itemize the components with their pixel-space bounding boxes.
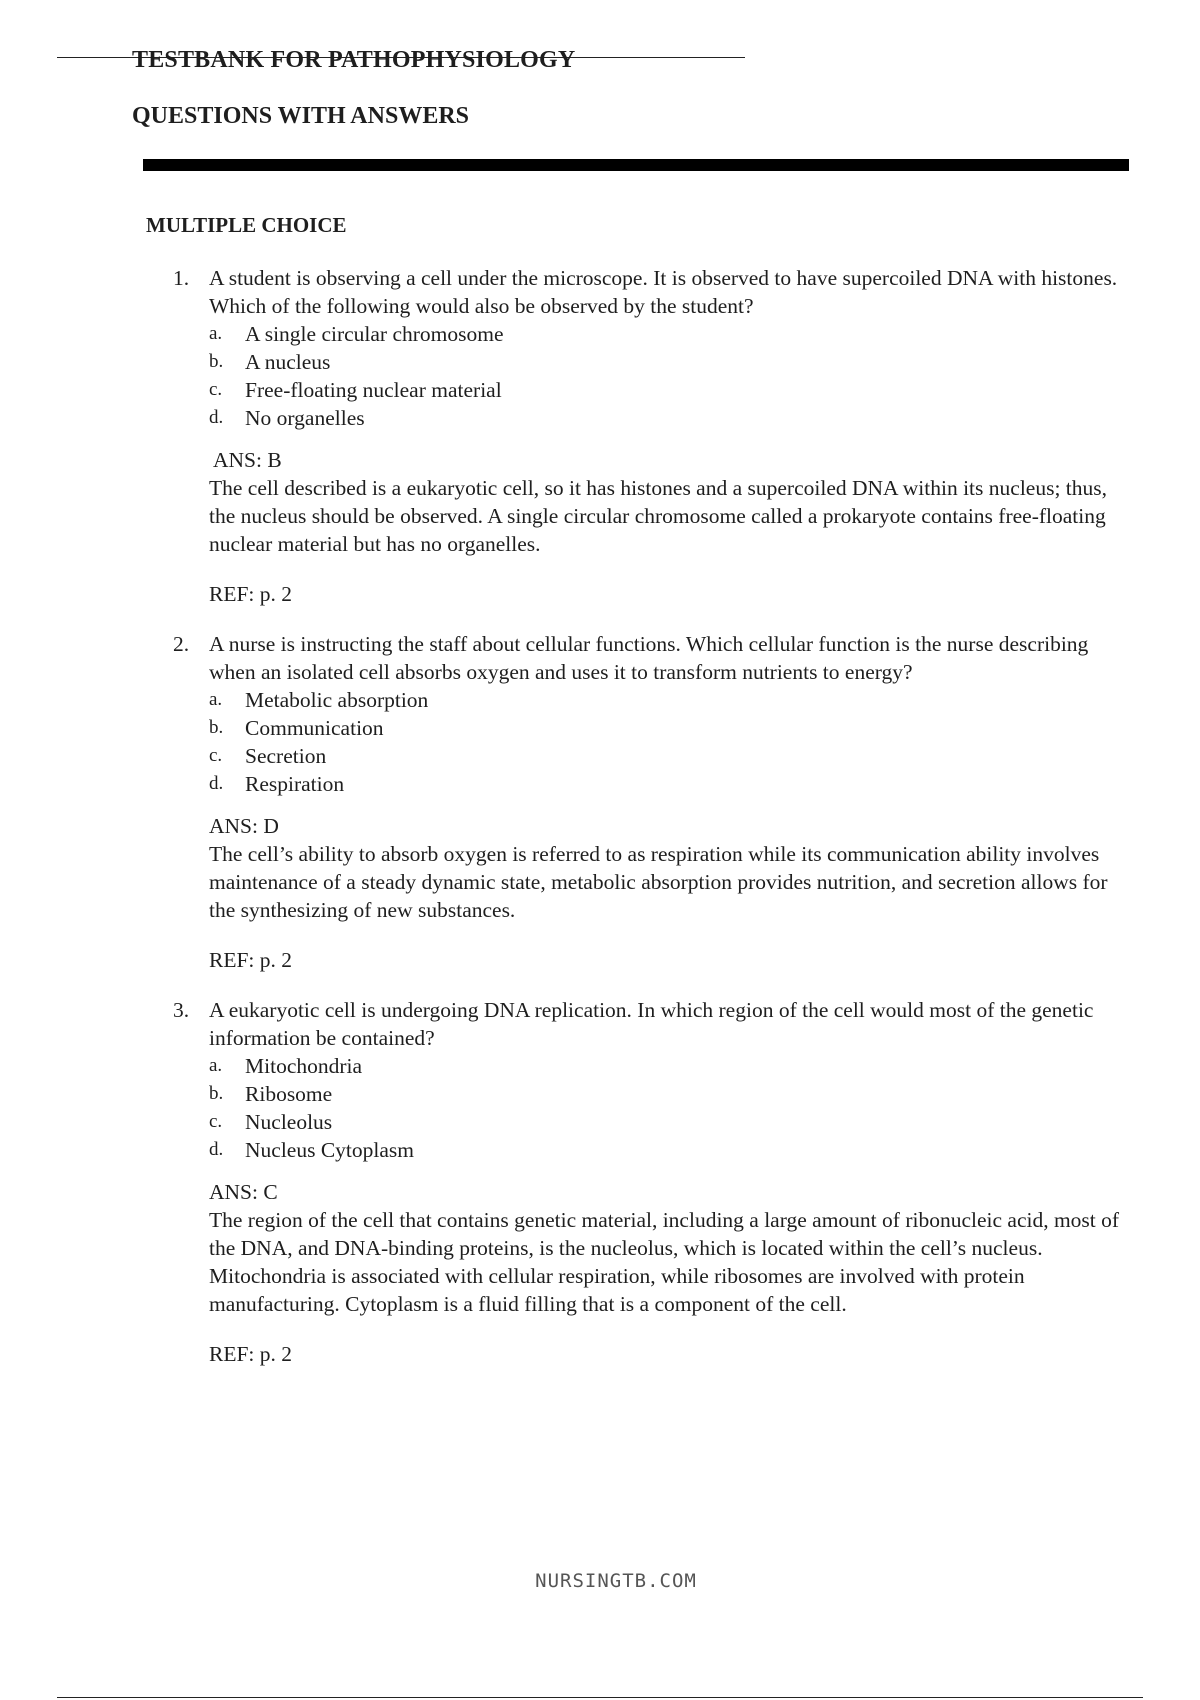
rationale: The cell’s ability to absorb oxygen is referred to as respiration while its communication ability involves maintenance of a steady dynamic state, metabolic absorption provides nutrition, and secretion allows for the synthesizing of new substances. <box>209 842 1108 922</box>
reference: REF: p. 2 <box>209 1342 293 1366</box>
option-letter: c. <box>209 379 223 400</box>
option-letter: d. <box>209 773 224 794</box>
question-list <box>0 264 1200 1368</box>
question-number: 3. <box>173 998 190 1022</box>
option-b <box>209 1080 1129 1108</box>
answer-key: ANS: D <box>209 814 279 838</box>
option-text: A single circular chromosome <box>245 322 504 346</box>
option-text: A nucleus <box>245 350 331 374</box>
option-letter: a. <box>209 689 223 710</box>
option-letter: b. <box>209 351 224 372</box>
option-letter: b. <box>209 717 224 738</box>
option-letter: c. <box>209 1111 223 1132</box>
option-text: Ribosome <box>245 1082 333 1106</box>
option-letter: d. <box>209 407 224 428</box>
option-list <box>209 1052 1129 1164</box>
option-c <box>209 742 1129 770</box>
question-3 <box>173 996 1129 1368</box>
document-subtitle: QUESTIONS WITH ANSWERS <box>132 103 470 129</box>
rationale: The region of the cell that contains genetic material, including a large amount of ribonucleic acid, most of the DNA, and DNA-binding proteins, is the nucleolus, which is located within the cell’s nucleus. Mitochondria is associated with cellular respiration, while ribosomes are involved with protein manufacturing. Cytoplasm is a fluid filling that is a component of the cell. <box>209 1208 1120 1316</box>
header-divider <box>143 159 1129 171</box>
option-list <box>209 320 1129 432</box>
option-d <box>209 1136 1129 1164</box>
reference: REF: p. 2 <box>209 582 293 606</box>
option-text: Communication <box>245 716 384 740</box>
question-stem: A student is observing a cell under the microscope. It is observed to have supercoiled DNA with histones. Which of the following would also be observed by the student? <box>209 266 1118 318</box>
option-a <box>209 1052 1129 1080</box>
option-text: Free-floating nuclear material <box>245 378 502 402</box>
option-text: Nucleolus <box>245 1110 333 1134</box>
option-c <box>209 1108 1129 1136</box>
option-list <box>209 686 1129 798</box>
question-number: 1. <box>173 266 190 290</box>
question-stem: A nurse is instructing the staff about cellular functions. Which cellular function is the nurse describing when an isolated cell absorbs oxygen and uses it to transform nutrients to energy? <box>209 632 1089 684</box>
option-text: Mitochondria <box>245 1054 363 1078</box>
question-2 <box>173 630 1129 974</box>
option-b <box>209 348 1129 376</box>
option-a <box>209 686 1129 714</box>
option-text: Nucleus Cytoplasm <box>245 1138 414 1162</box>
question-stem: A eukaryotic cell is undergoing DNA replication. In which region of the cell would most of the genetic information be contained? <box>209 998 1094 1050</box>
option-a <box>209 320 1129 348</box>
option-text: Metabolic absorption <box>245 688 429 712</box>
option-letter: c. <box>209 745 223 766</box>
rationale: The cell described is a eukaryotic cell, so it has histones and a supercoiled DNA within its nucleus; thus, the nucleus should be observed. A single circular chromosome called a prokaryote contains free-floating nuclear material but has no organelles. <box>209 476 1108 556</box>
option-c <box>209 376 1129 404</box>
question-1 <box>173 264 1129 608</box>
option-d <box>209 404 1129 432</box>
option-text: Secretion <box>245 744 327 768</box>
option-text: Respiration <box>245 772 345 796</box>
option-letter: d. <box>209 1139 224 1160</box>
option-letter: b. <box>209 1083 224 1104</box>
bottom-rule <box>57 1697 1143 1698</box>
option-letter: a. <box>209 323 223 344</box>
answer-key: ANS: B <box>213 448 282 472</box>
section-heading: MULTIPLE CHOICE <box>146 213 347 237</box>
reference: REF: p. 2 <box>209 948 293 972</box>
footer-website: NURSINGTB.COM <box>535 1570 697 1592</box>
option-b <box>209 714 1129 742</box>
option-letter: a. <box>209 1055 223 1076</box>
option-d <box>209 770 1129 798</box>
answer-key: ANS: C <box>209 1180 278 1204</box>
option-text: No organelles <box>245 406 365 430</box>
question-number: 2. <box>173 632 190 656</box>
document-title: TESTBANK FOR PATHOPHYSIOLOGY <box>132 47 576 73</box>
